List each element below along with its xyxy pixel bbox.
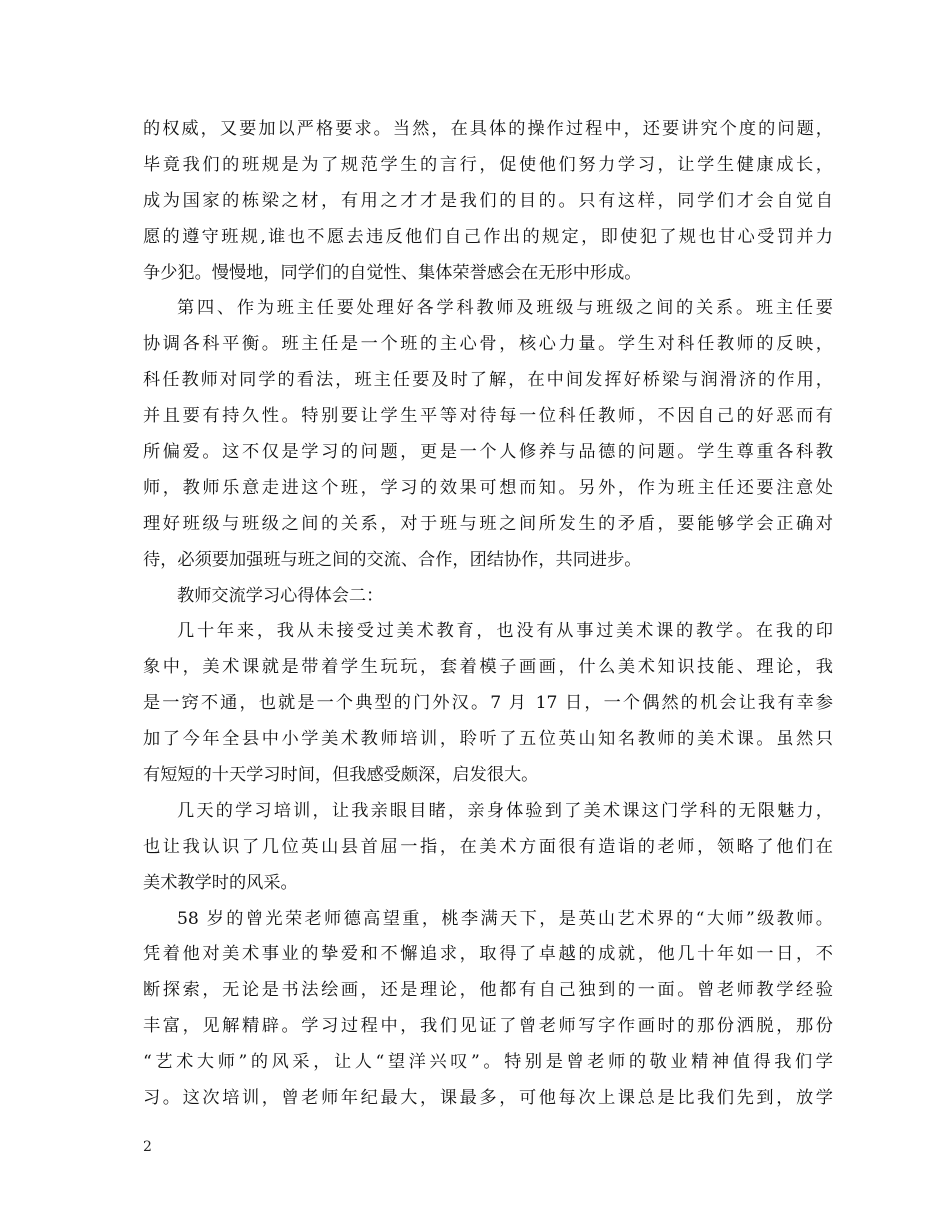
text-line: 理好班级与班级之间的关系，对于班与班之间所发生的矛盾，要能够学会正确对	[143, 513, 833, 534]
text-line: “艺术大师”的风采，让人“望洋兴叹”。特别是曾老师的敬业精神值得我们学	[143, 1052, 833, 1073]
text-line: 愿的遵守班规,谁也不愿去违反他们自己作出的规定，即使犯了规也甘心受罚并力	[143, 226, 833, 247]
text-line: 象中，美术课就是带着学生玩玩，套着模子画画，什么美术知识技能、理论，我	[143, 657, 833, 678]
page-number: 2	[143, 1139, 152, 1155]
text-line: 并且要有持久性。特别要让学生平等对待每一位科任教师，不因自己的好恶而有	[143, 406, 833, 427]
text-line: 成为国家的栋梁之材，有用之才才是我们的目的。只有这样，同学们才会自觉自	[143, 190, 833, 211]
text-line: 美术教学时的风采。	[143, 872, 298, 893]
text-line: 科任教师对同学的看法，班主任要及时了解，在中间发挥好桥梁与润滑济的作用，	[143, 370, 833, 391]
text-line: 所偏爱。这不仅是学习的问题，更是一个人修养与品德的问题。学生尊重各科教	[143, 442, 833, 463]
text-line: 第四、作为班主任要处理好各学科教师及班级与班级之间的关系。班主任要	[177, 298, 833, 319]
document-body	[143, 112, 833, 1117]
text-line: 毕竟我们的班规是为了规范学生的言行，促使他们努力学习，让学生健康成长，	[143, 154, 833, 175]
text-line: 丰富，见解精辟。学习过程中，我们见证了曾老师写字作画时的那份洒脱，那份	[143, 1016, 833, 1037]
text-line: 是一窍不通，也就是一个典型的门外汉。7 月 17 日，一个偶然的机会让我有幸参	[143, 693, 833, 714]
text-line: 凭着他对美术事业的挚爱和不懈追求，取得了卓越的成就，他几十年如一日，不	[143, 944, 833, 965]
text-lines	[143, 112, 833, 1117]
text-line: 58 岁的曾光荣老师德高望重，桃李满天下，是英山艺术界的“大师”级教师。	[177, 908, 833, 929]
text-line: 教师交流学习心得体会二：	[177, 585, 384, 606]
text-line: 争少犯。慢慢地，同学们的自觉性、集体荣誉感会在无形中形成。	[143, 262, 642, 283]
text-line: 加了今年全县中小学美术教师培训，聆听了五位英山知名教师的美术课。虽然只	[143, 729, 833, 750]
text-line: 几十年来，我从未接受过美术教育，也没有从事过美术课的教学。在我的印	[177, 621, 833, 642]
text-line: 习。这次培训，曾老师年纪最大，课最多，可他每次上课总是比我们先到，放学	[143, 1088, 833, 1109]
text-line: 断探索，无论是书法绘画，还是理论，他都有自己独到的一面。曾老师教学经验	[143, 980, 833, 1001]
text-line: 待，必须要加强班与班之间的交流、合作，团结协作，共同进步。	[143, 549, 642, 570]
text-line: 的权威，又要加以严格要求。当然，在具体的操作过程中，还要讲究个度的问题，	[143, 119, 833, 139]
text-line: 有短短的十天学习时间，但我感受颇深，启发很大。	[143, 765, 539, 786]
text-line: 几天的学习培训，让我亲眼目睹，亲身体验到了美术课这门学科的无限魅力，	[177, 800, 833, 821]
text-line: 协调各科平衡。班主任是一个班的主心骨，核心力量。学生对科任教师的反映，	[143, 334, 833, 355]
text-line: 师，教师乐意走进这个班，学习的效果可想而知。另外，作为班主任还要注意处	[143, 477, 833, 498]
text-line: 也让我认识了几位英山县首屈一指，在美术方面很有造诣的老师，领略了他们在	[143, 836, 833, 857]
